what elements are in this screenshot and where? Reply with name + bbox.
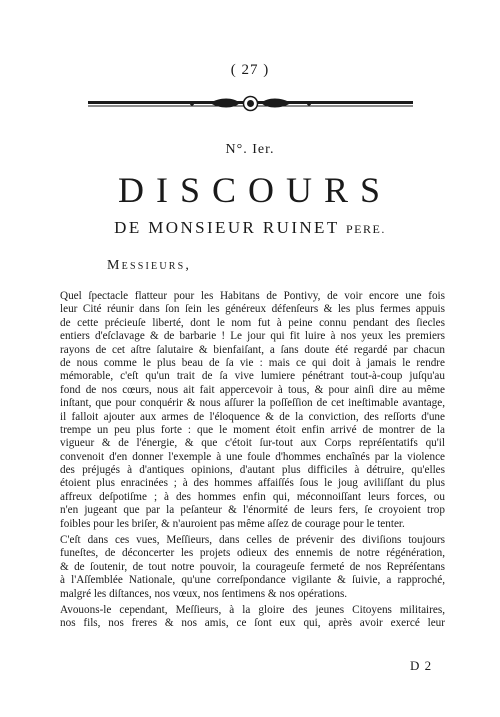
text-line: Quel ſpectacle flatteur pour les Habitans de Pontivy, de voir encore une fois (60, 290, 445, 302)
text-line: rayons de cet aſtre ſalutaire & bienfaiſant, a ſans doute été regardé par chacun (60, 343, 445, 356)
body-text (60, 290, 445, 631)
text-line: Avouons-le cependant, Meſſieurs, à la gloire des jeunes Citoyens militaires, (60, 603, 445, 616)
text-line: nos fils, nos freres & nos amis, ce ſont eux qui, après avoir exercé leur (60, 617, 445, 630)
document-subtitle (0, 218, 500, 238)
text-line: funeſtes, de déconcerter les projets odieux des ennemis de notre régénération, (60, 547, 445, 560)
salutation: Messieurs, (107, 258, 192, 273)
text-line: fond de nos cœurs, nous ait fait appercevoir à tous, & pour ainſi dire au même (60, 383, 445, 396)
text-line: & de ſoutenir, de tout notre pouvoir, la courageuſe fermeté de nos Repréſentans (60, 560, 445, 573)
signature-mark: D 2 (410, 658, 433, 673)
section-number: N°. Ier. (225, 142, 275, 157)
text-line: foibles pour les briſer, & n'auroient pas même aſſez de courage pour le tenter. (60, 517, 405, 530)
text-line: affreux deſpotiſme ; à des hommes enfin qui, méconnoiſſant leurs forces, ou (60, 490, 445, 503)
ornamental-rule (88, 94, 413, 114)
page-number: ( 27 ) (230, 62, 270, 78)
text-line: à l'Aſſemblée Nationale, qu'une correſpondance vigilante & ſuivie, a rapproché, (60, 574, 445, 587)
text-line: n'en jugeant que par la peſanteur & l'énormité de leurs fers, ſe croyoient trop (60, 504, 445, 517)
text-line: des préjugés à d'antiques opinions, d'autant plus difficiles à détruire, qu'elles (60, 464, 445, 477)
text-line: étoient plus enracinées ; à des hommes affaiſſés ſous le joug aviliſſant du plus (60, 477, 445, 490)
subtitle-main: DE MONSIEUR RUINET (114, 218, 340, 237)
text-line: malgré les diſtances, nos vœux, nos ſentimens & nos opérations. (60, 587, 348, 600)
text-line: leur Cité réunir dans ſon ſein les généreux défenſeurs & les plus fermes appuis (60, 303, 445, 316)
text-line: mémorable, c'eſt qu'un trait de ſa vive lumiere pénétrant tout-à-coup juſqu'au (60, 370, 445, 383)
text-line: trempe un peu plus forte : que le moment étoit enfin arrivé de montrer de la (60, 423, 445, 436)
text-line: il falloit ajouter aux armes de l'éloquence & de la conviction, des reſſorts d'une (60, 410, 445, 423)
text-line: convenoit d'en donner l'exemple à une foule d'hommes enchaînés par la violence (60, 450, 445, 463)
subtitle-small: PERE. (345, 222, 386, 236)
text-line: de nous comme le plus beau de ſa vie : mais ce qui doit à jamais le rendre (60, 356, 445, 369)
text-line: inſtant, que pour conquérir & nous aſſurer la poſſeſſion de cet ineſtimable avantage, (60, 397, 445, 410)
text-line: de cette précieuſe liberté, dont le nom fut à peine connu pendant des ſiecles (60, 316, 445, 329)
text-line: C'eſt dans ces vues, Meſſieurs, dans celles de prévenir des diviſions toujours (60, 534, 445, 547)
text-line: vigueur & de l'énergie, & que c'étoit ſur-tout aux Corps repréſentatifs qu'il (60, 437, 445, 450)
text-line: entiers d'eſclavage & de barbarie ! Le jour qui fit luire à nos yeux les premiers (60, 330, 445, 343)
document-title: DISCOURS (117, 170, 393, 210)
